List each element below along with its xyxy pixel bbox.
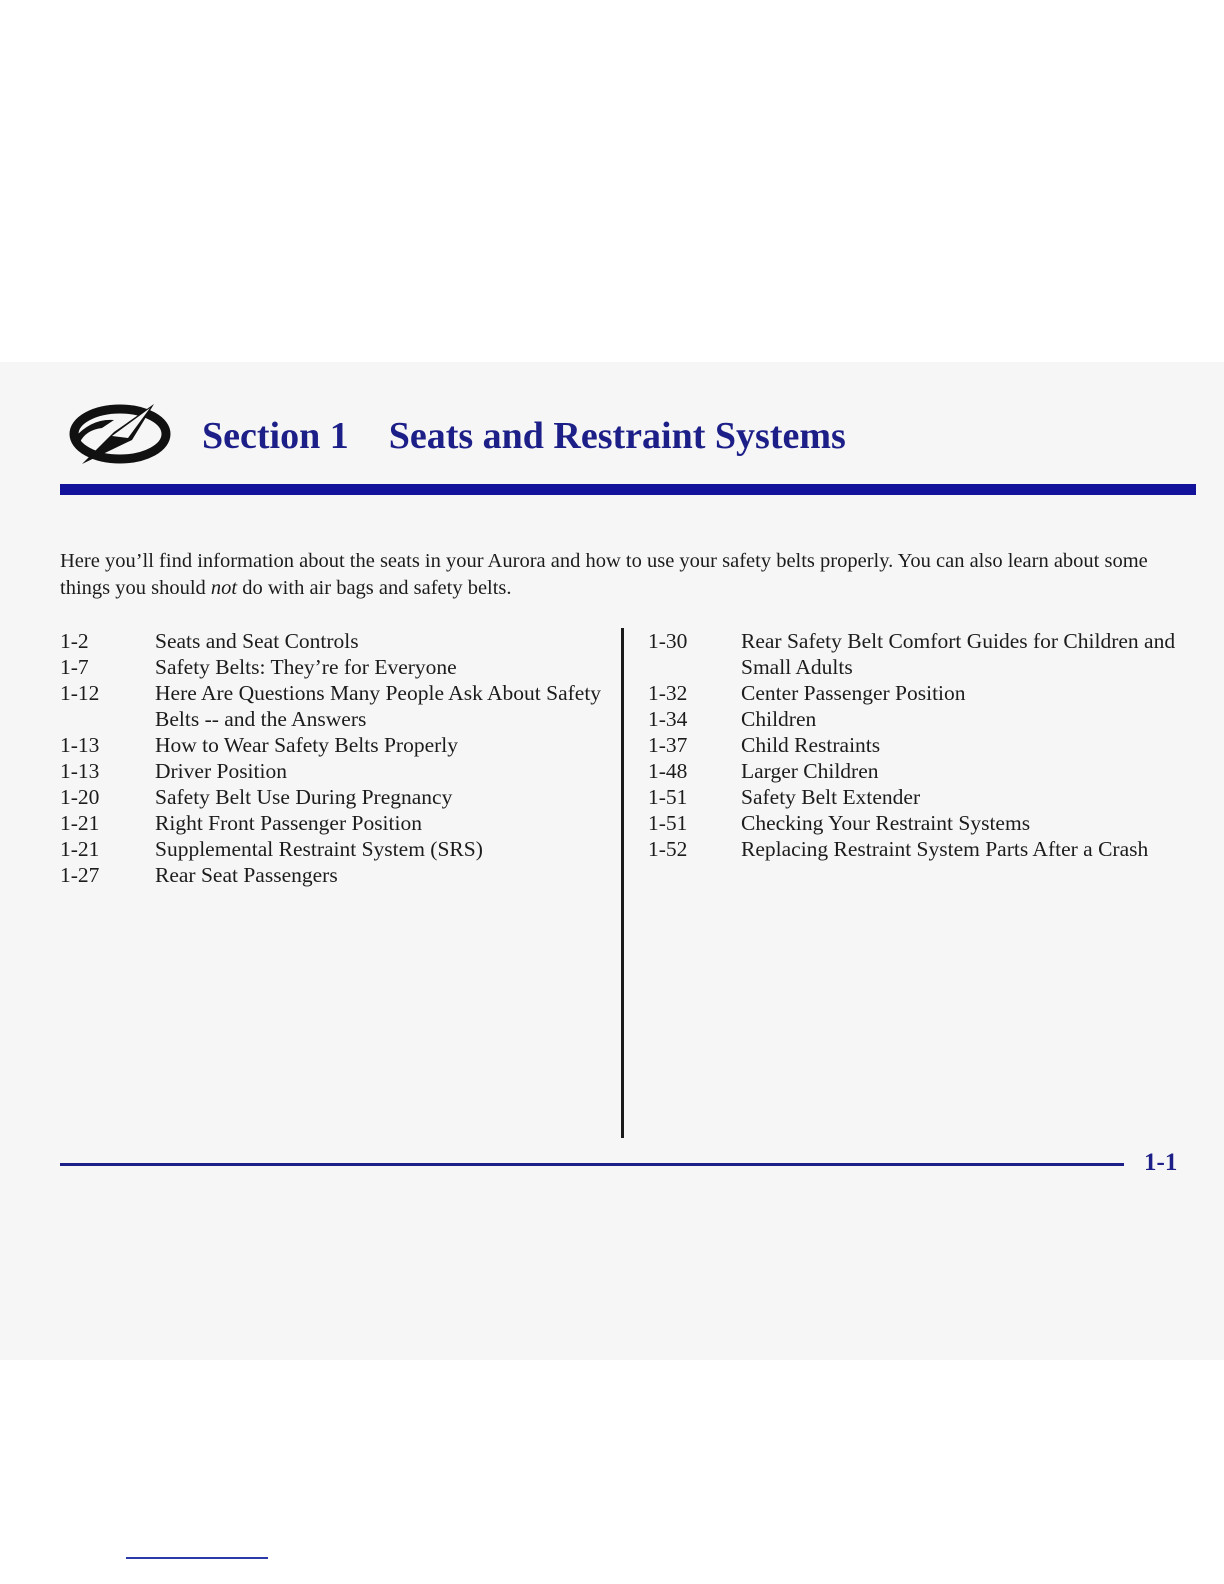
toc-entry-title: Safety Belt Extender (741, 785, 921, 809)
toc-page-number: 1-32 (648, 681, 688, 705)
footer-rule (60, 1163, 1124, 1166)
title-rule (60, 484, 1196, 495)
toc-entry[interactable] (60, 784, 620, 810)
toc-page-number: 1-20 (60, 785, 100, 809)
toc-entry[interactable] (60, 732, 620, 758)
toc-entry[interactable] (60, 836, 620, 862)
toc-entry-title: Safety Belts: They’re for Everyone (155, 655, 457, 679)
toc-page-number: 1-51 (648, 811, 688, 835)
toc-page-number: 1-7 (60, 655, 89, 679)
toc-entry-title: Supplemental Restraint System (SRS) (155, 837, 483, 861)
toc-page-number: 1-27 (60, 863, 100, 887)
toc-entry[interactable] (648, 758, 1198, 784)
toc-page-number: 1-2 (60, 629, 89, 653)
toc-entry-title: How to Wear Safety Belts Properly (155, 733, 458, 757)
toc-entry[interactable] (648, 628, 1198, 680)
toc-entry[interactable] (60, 810, 620, 836)
toc-page-number: 1-21 (60, 837, 100, 861)
toc-entry[interactable] (648, 706, 1198, 732)
toc-entry[interactable] (648, 784, 1198, 810)
toc-entry-title: Rear Seat Passengers (155, 863, 338, 887)
toc-page-number: 1-21 (60, 811, 100, 835)
toc-entry[interactable] (60, 680, 620, 732)
intro-emphasis: not (210, 577, 238, 599)
bottom-link-underline (126, 1557, 268, 1559)
toc-entry-title: Checking Your Restraint Systems (741, 811, 1031, 835)
toc-entry-title: Safety Belt Use During Pregnancy (155, 785, 453, 809)
toc-page-number: 1-13 (60, 733, 100, 757)
page-number: 1-1 (1144, 1149, 1178, 1176)
toc-entry-title: Here Are Questions Many People Ask About Safety Belts -- and the Answers (155, 681, 602, 731)
oldsmobile-rocket-logo-icon (62, 398, 174, 468)
toc-entry-title: Children (741, 707, 817, 731)
column-divider (621, 628, 624, 1138)
toc-right-column (648, 628, 1198, 862)
section-heading (202, 412, 846, 460)
intro-text-start: Here you’ll find information about the seats in your Aurora and how to use your safety belts properly. You can also learn about some things you should (60, 550, 1148, 599)
toc-entry-title: Driver Position (155, 759, 287, 783)
toc-entry[interactable] (648, 836, 1198, 862)
toc-page-number: 1-34 (648, 707, 688, 731)
toc-entry[interactable] (60, 628, 620, 654)
section-title: Seats and Restraint Systems (388, 415, 846, 457)
toc-entry-title: Child Restraints (741, 733, 881, 757)
toc-page-number: 1-48 (648, 759, 688, 783)
toc-page-number: 1-52 (648, 837, 688, 861)
toc-entry-title: Seats and Seat Controls (155, 629, 359, 653)
toc-page-number: 1-12 (60, 681, 100, 705)
toc-entry-title: Replacing Restraint System Parts After a Crash (741, 837, 1149, 861)
toc-entry[interactable] (60, 654, 620, 680)
toc-page-number: 1-37 (648, 733, 688, 757)
toc-entry-title: Center Passenger Position (741, 681, 966, 705)
intro-text-end: do with air bags and safety belts. (237, 577, 512, 599)
toc-entry[interactable] (648, 810, 1198, 836)
toc-page-number: 1-13 (60, 759, 100, 783)
toc-entry-title: Right Front Passenger Position (155, 811, 422, 835)
toc-entry[interactable] (648, 732, 1198, 758)
toc-entry[interactable] (60, 758, 620, 784)
section-label: Section 1 (202, 415, 349, 457)
toc-entry[interactable] (648, 680, 1198, 706)
toc-page-number: 1-51 (648, 785, 688, 809)
toc-page-number: 1-30 (648, 629, 688, 653)
toc-entry-title: Rear Safety Belt Comfort Guides for Children and Small Adults (741, 629, 1176, 679)
toc-left-column (60, 628, 620, 888)
toc-entry-title: Larger Children (741, 759, 879, 783)
intro-paragraph (60, 548, 1190, 602)
toc-entry[interactable] (60, 862, 620, 888)
